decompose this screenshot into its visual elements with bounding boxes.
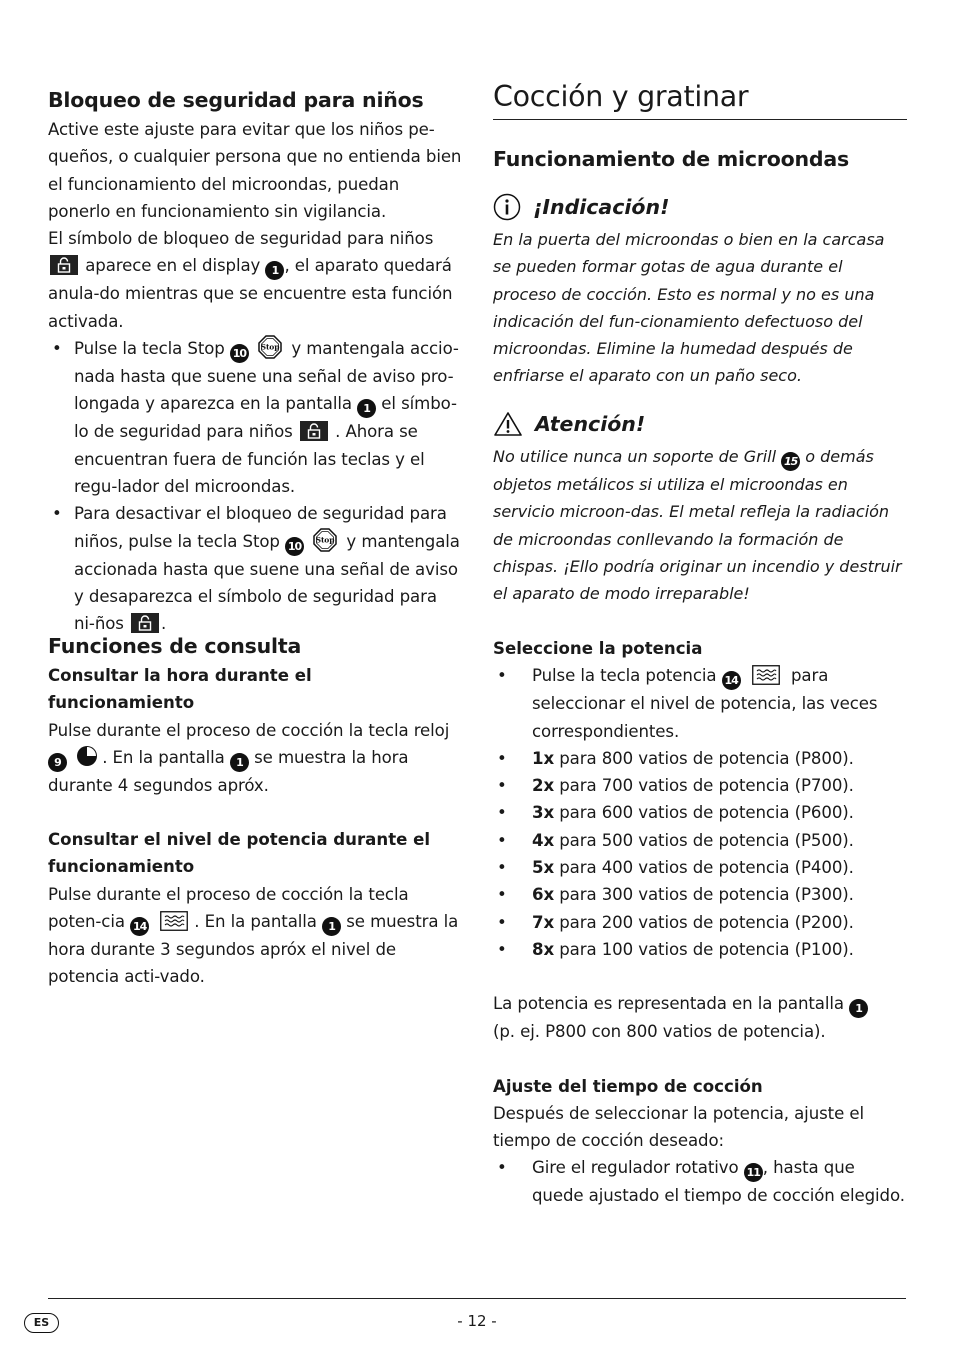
number-badge-10: 10: [230, 344, 249, 363]
level-description: para 500 vatios de potencia (P500).: [559, 830, 854, 850]
press-count: 4x: [532, 830, 555, 850]
level-description: para 300 vatios de potencia (P300).: [559, 885, 854, 905]
text: .: [161, 614, 167, 634]
warning-title: Atención!: [535, 412, 646, 436]
list-item: [493, 1154, 907, 1209]
text: o demás objetos metálicos si utiliza el microondas en servicio microon-das. El metal refleja la radiación de microondas conllevando la formación de chispas. ¡Ello podría originar un incendio y destruir el aparato de modo irreparable!: [493, 447, 902, 604]
footer-divider: [48, 1298, 906, 1299]
bloqueo-paragraph-1: Active este ajuste para evitar que los niños pe-queños, o cualquier persona que no entienda bien el funcionamiento del microondas, puedan ponerlo en funcionamiento sin vigilancia.: [48, 120, 462, 221]
clock-icon: [76, 745, 98, 767]
consulta-section: [48, 662, 462, 991]
power-level-item: [493, 745, 907, 772]
power-icon: [752, 665, 780, 685]
atencion-warning: [493, 409, 907, 607]
power-level-item: [493, 827, 907, 854]
number-badge-15: 15: [781, 452, 800, 471]
page-number: - 12 -: [457, 1312, 497, 1330]
warning-icon: [493, 411, 523, 437]
number-badge-1: 1: [230, 753, 249, 772]
language-badge: ES: [24, 1313, 59, 1333]
text: . En la pantalla: [194, 912, 317, 932]
text: y mantengala accio-nada hasta que suene una señal de aviso pro-longada y aparezca en la pantalla: [74, 339, 459, 414]
text: No utilice nunca un soporte de Grill: [493, 447, 777, 466]
level-description: para 800 vatios de potencia (P800).: [559, 748, 854, 768]
text: Pulse durante el proceso de cocción la tecla reloj: [48, 720, 450, 740]
text: el símbo-lo de seguridad para niños: [74, 394, 457, 442]
tiempo-paragraph: Después de seleccionar la potencia, ajuste el tiempo de cocción deseado:: [493, 1103, 864, 1151]
level-description: para 200 vatios de potencia (P200).: [559, 912, 854, 932]
bloqueo-paragraph-2: [48, 225, 462, 335]
level-description: para 100 vatios de potencia (P100).: [559, 939, 854, 959]
number-badge-14: 14: [722, 671, 741, 690]
list-item: [48, 500, 462, 637]
press-count: 3x: [532, 803, 555, 823]
bloqueo-section: [48, 116, 462, 637]
potencia-section: [493, 635, 907, 1210]
warning-header: [493, 409, 907, 439]
power-icon: [160, 911, 188, 931]
press-count: 6x: [532, 885, 555, 905]
heading-bloqueo: Bloqueo de seguridad para niños: [48, 88, 424, 112]
nivel-paragraph: [48, 881, 462, 991]
number-badge-14: 14: [130, 917, 149, 936]
number-badge-1: 1: [357, 399, 376, 418]
power-level-item: [493, 909, 907, 936]
child-lock-icon: [131, 613, 159, 633]
child-lock-icon: [300, 421, 328, 441]
power-level-item: [493, 772, 907, 799]
subheading-tiempo: Ajuste del tiempo de cocción: [493, 1076, 763, 1096]
list-item: [493, 662, 907, 745]
press-count: 2x: [532, 776, 555, 796]
level-description: para 700 vatios de potencia (P700).: [559, 776, 854, 796]
number-badge-1: 1: [265, 261, 284, 280]
child-lock-icon: [50, 255, 78, 275]
text: Pulse la tecla potencia: [532, 666, 717, 686]
press-count: 8x: [532, 939, 555, 959]
text: Pulse la tecla Stop: [74, 339, 225, 359]
list-item: [48, 335, 462, 500]
text: Para desactivar el bloqueo de seguridad para niños, pulse la tecla Stop: [74, 504, 447, 551]
text: aparece en el display: [85, 256, 261, 276]
number-badge-9: 9: [48, 753, 67, 772]
heading-consulta: Funciones de consulta: [48, 634, 302, 658]
note-header: [493, 192, 907, 222]
text: La potencia es representada en la pantalla: [493, 994, 844, 1014]
level-description: para 400 vatios de potencia (P400).: [559, 858, 854, 878]
warning-text: [493, 443, 907, 607]
text: Gire el regulador rotativo: [532, 1158, 739, 1178]
number-badge-1: 1: [322, 917, 341, 936]
note-text: En la puerta del microondas o bien en la carcasa se pueden formar gotas de agua durante el proceso de cocción. Esto es normal y no es una indicación del fun-cionamiento defectuoso del microondas. Elimine la humedad después de enfriarse el aparato con un paño seco.: [493, 230, 885, 386]
text: para seleccionar el nivel de potencia, las veces correspondientes.: [532, 666, 878, 741]
info-icon: [493, 193, 521, 221]
text: Pulse durante el proceso de cocción la tecla poten-cia: [48, 884, 409, 932]
hora-paragraph: [48, 717, 462, 800]
text: se muestra la hora durante 3 segundos apróx el nivel de potencia acti-vado.: [48, 912, 459, 987]
stop-icon: [313, 528, 337, 552]
indicacion-note: [493, 192, 907, 390]
power-levels-list: [493, 745, 907, 963]
page-title: Cocción y gratinar: [493, 80, 749, 113]
subheading-hora: Consultar la hora durante el funcionamiento: [48, 666, 312, 713]
press-count: 1x: [532, 748, 555, 768]
stop-icon: [258, 335, 282, 359]
number-badge-10: 10: [285, 537, 304, 556]
press-count: 7x: [532, 912, 555, 932]
power-level-item: [493, 854, 907, 881]
press-count: 5x: [532, 858, 555, 878]
subheading-nivel: Consultar el nivel de potencia durante el funcionamiento: [48, 830, 431, 877]
text: , hasta que quede ajustado el tiempo de cocción elegido.: [532, 1158, 905, 1206]
power-level-item: [493, 799, 907, 826]
number-badge-1: 1: [849, 999, 868, 1018]
note-title: ¡Indicación!: [533, 195, 670, 219]
text: El símbolo de bloqueo de seguridad para niños: [48, 229, 434, 249]
text: y mantengala accionada hasta que suene una señal de aviso y desaparezca el símbolo de seguridad para ni-ños: [74, 531, 460, 634]
power-level-item: [493, 881, 907, 908]
representacion-paragraph: [493, 990, 907, 1045]
text: , el aparato quedará anula-do mientras que se encuentre esta función activada.: [48, 256, 453, 331]
heading-microondas: Funcionamiento de microondas: [493, 147, 850, 171]
text: se muestra la hora durante 4 segundos apróx.: [48, 747, 409, 795]
subheading-potencia: Seleccione la potencia: [493, 639, 703, 658]
title-divider: [493, 119, 907, 120]
text: . En la pantalla: [102, 747, 225, 767]
text: (p. ej. P800 con 800 vatios de potencia).: [493, 1022, 826, 1042]
text: . Ahora se encuentran fuera de función las teclas y el regu-lador del microondas.: [74, 422, 425, 496]
number-badge-11: 11: [744, 1163, 763, 1182]
level-description: para 600 vatios de potencia (P600).: [559, 803, 854, 823]
power-level-item: [493, 936, 907, 963]
